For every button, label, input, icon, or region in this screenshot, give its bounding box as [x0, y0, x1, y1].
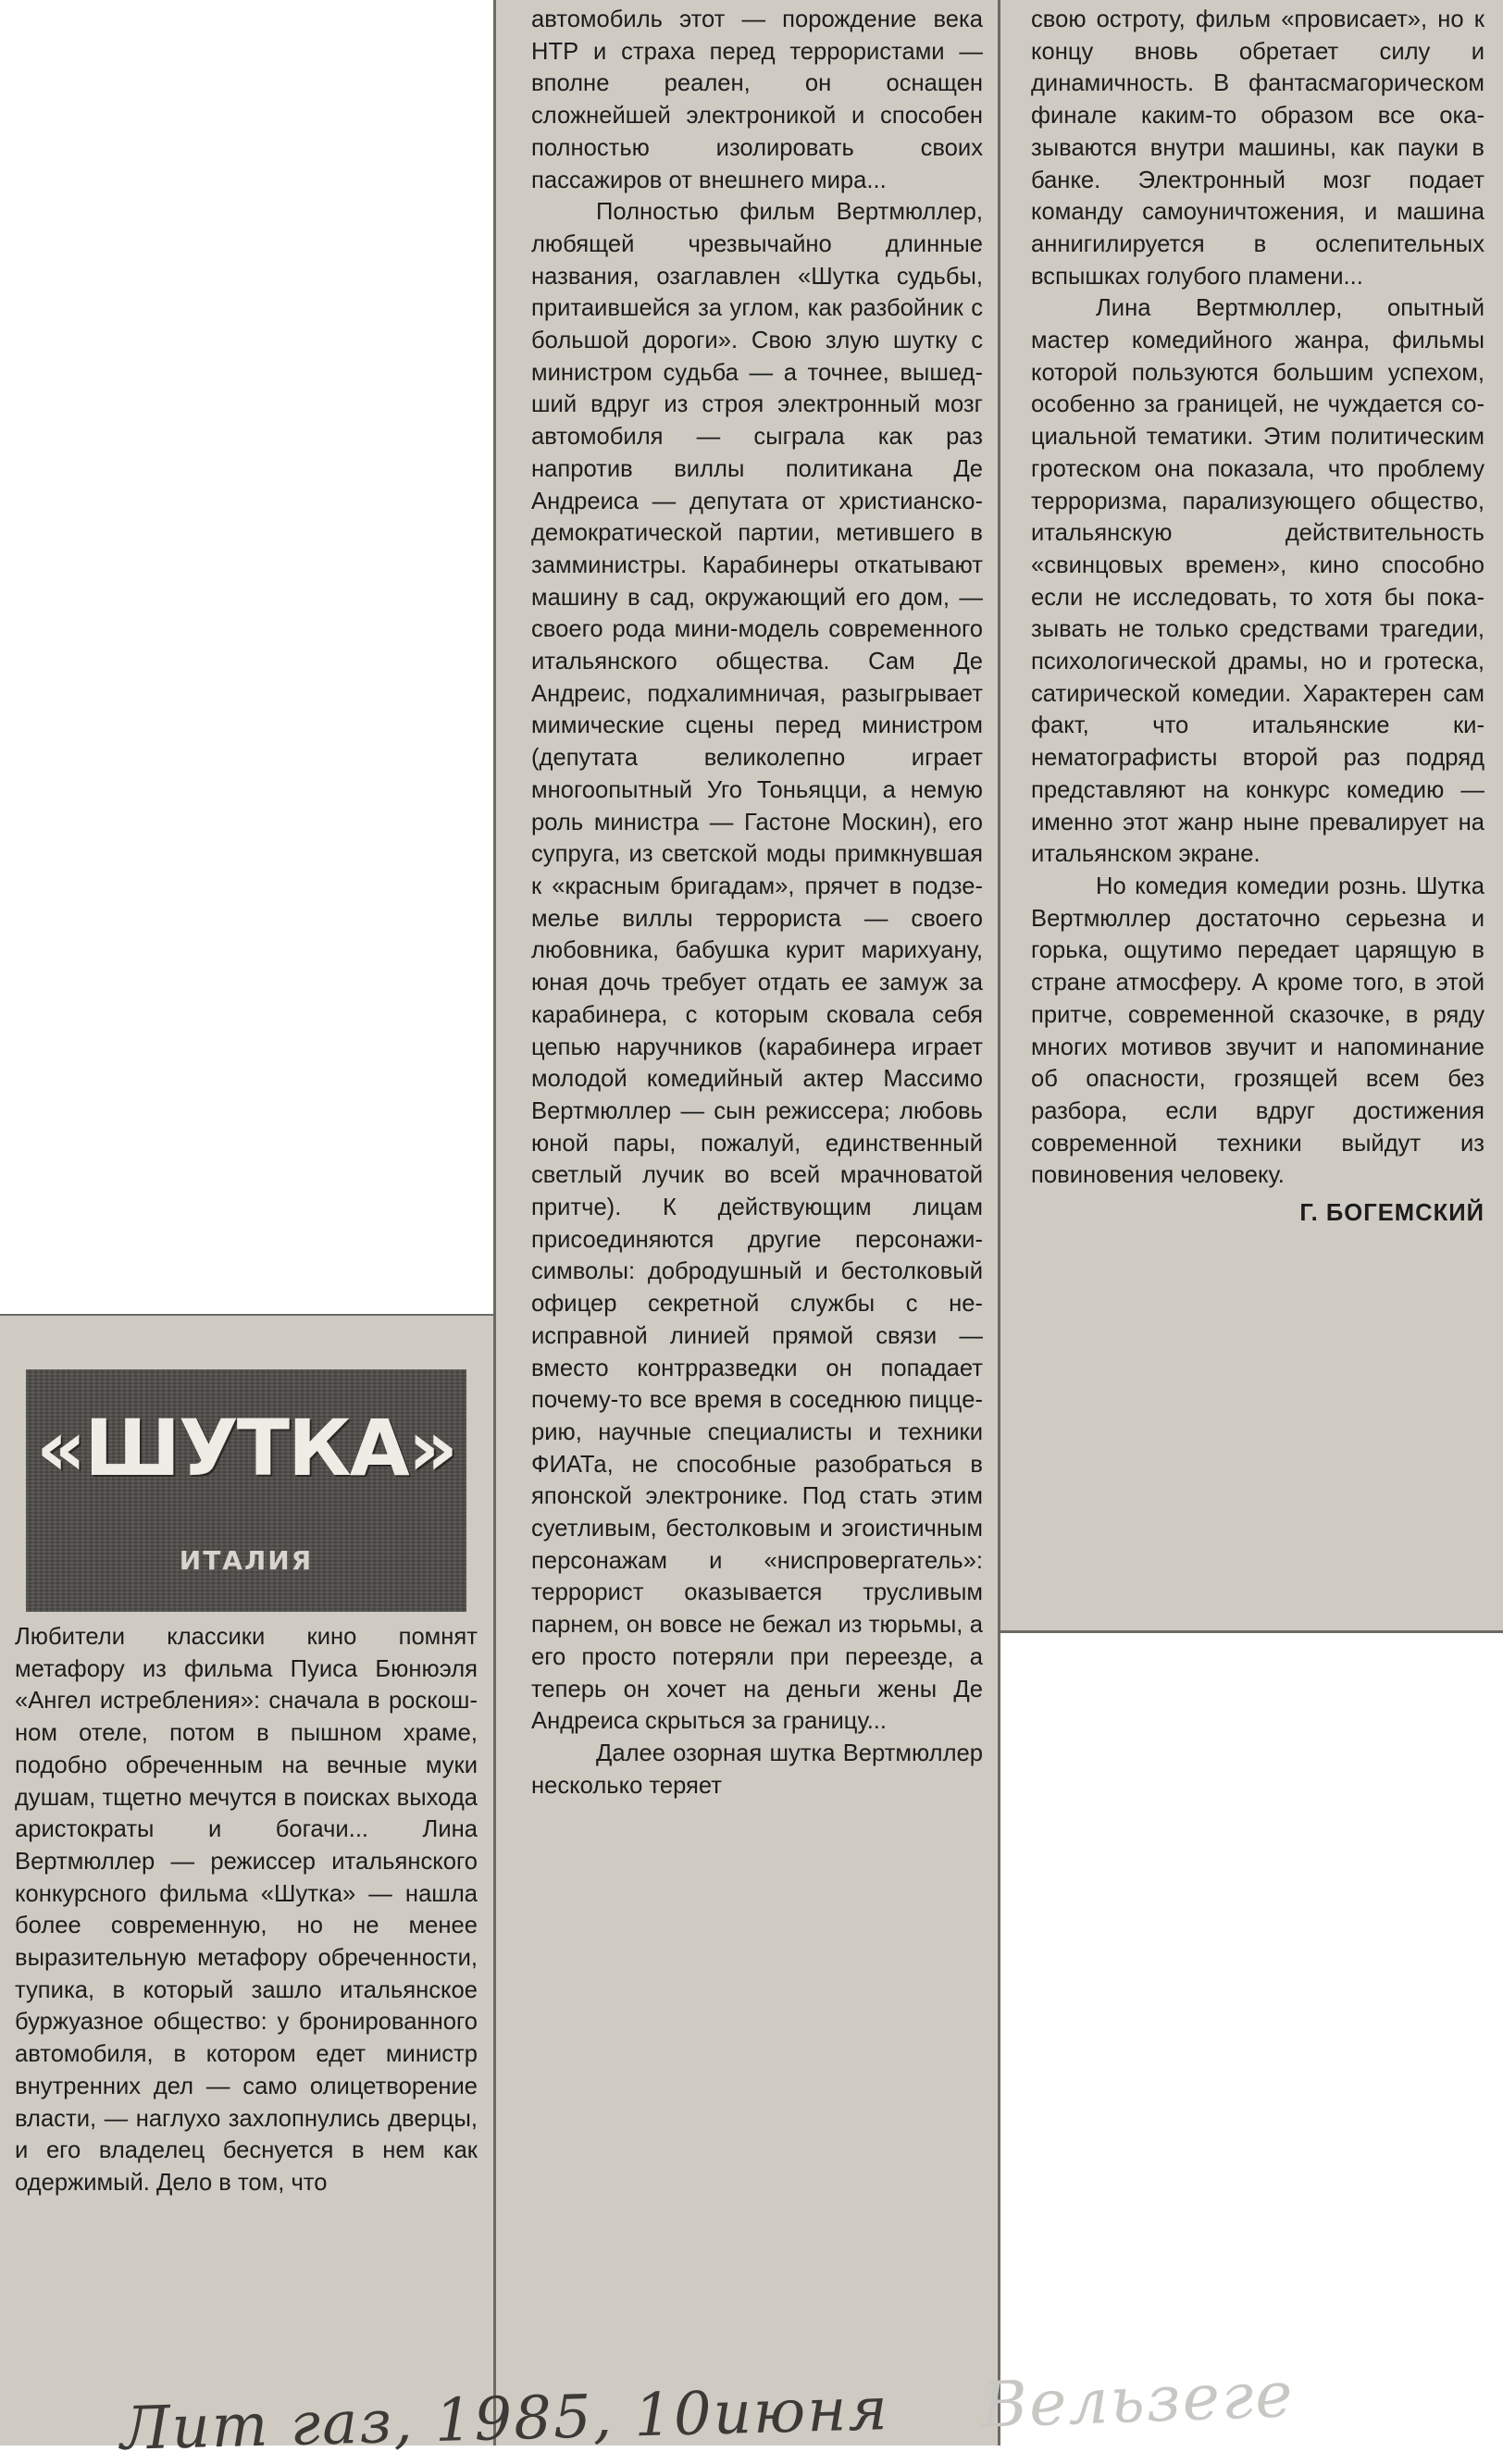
clipping-edge-right-bottom — [1000, 1630, 1503, 1633]
author-signature: Г. БОГЕМСКИЙ — [1299, 1200, 1484, 1227]
paragraph: Лина Вертмюллер, опытный мастер комедийного жанра, фильмы которой пользуются большим успехом, особенно за границей, не чуждается социальной тематики. Этим политическим гротеском она показала, что проблему терроризма, парализующего общество, итальянскую действительность «свинцовых времен», кино способно если не исследовать, то хотя бы показывать не только средствами трагедии, психологической драмы, но и гротеска, сатирической комедии. Характерен сам факт, что итальянские кинематографисты второй раз подряд представляют на конкурс комедию — именно этот жанр ныне превалирует на итальянском экране. — [1031, 295, 1484, 868]
article-title: «ШУТКА» — [35, 1403, 457, 1493]
paragraph: автомобиль этот — порождение века НТР и страха перед террористами — вполне реален, он оснащен сложнейшей электроникой и способен полностью изолировать своих пассажиров от внешнего мира... — [531, 6, 983, 193]
text-column-right — [1031, 4, 1484, 1549]
handwritten-source-note: Лит газ, 1985, 10июня — [119, 2375, 890, 2464]
article-heading-box — [26, 1369, 466, 1612]
paragraph: Полностью фильм Вертмюллер, любящей чрезвычайно длинные названия, озаглавлен «Шутка судьбы, притаившейся за углом, как разбойник с большой дороги». Свою злую шутку с министром судьба — а точнее, вышедший вдруг из строя электронный мозг автомобиля — сыграла как раз напротив виллы политикана Де Андреиса — депутата от христианско-демократической партии, метившего в замминистры. Карабинеры откатывают машину в сад, окружающий его дом, — своего рода мини-модель современного итальянского общества. Сам Де Андреис, подхалимничая, разыгрывает мимические сцены перед министром (депутата великолепно играет многоопытный Уго Тоньяцци, а немую роль министра — Гастоне Москин), его супруга, из светской моды примкнувшая к «красным бригадам», прячет в подземелье виллы террориста — своего любовника, бабушка курит марихуану, юная дочь требует отдать ее замуж за карабинера, с которым сковала себя цепью наручников (карабинера играет молодой комедийный актер Массимо Вертмюллер — сын режиссера; любовь юной пары, пожалуй, единственный светлый лучик во всей мрачноватой притче). К действующим лицам присоединяются другие персонажи-символы: добродушный и бестолковый офицер секретной службы с неисправной линией прямой связи — вместо контрразведки он попадает почему-то все время в соседнюю пиццeрию, научные специалисты и техники ФИАТа, не способные разобраться в японской электронике. Под стать этим суетливым, бестолковым и эгоистичным персонажам и «ниспровергатель»: террорист оказывается трусливым парнем, он вовсе не бежал из тюрьмы, а его просто потеряли при переезде, а теперь он хочет на деньги жены Де Андреиса скрыться за границу... — [531, 199, 983, 1735]
text-column-left — [15, 1621, 478, 2435]
text-column-middle — [531, 4, 983, 2400]
paragraph: свою остроту, фильм «провисает», но к концу вновь обретает силу и динамичность. В фантасмагорическом финале каким-то образом все оказываются внутри машины, как пауки в банке. Электронный мозг подает команду самоуничтожения, и машина аннигилируется в ослепительных вспышках голубого пламени... — [1031, 6, 1484, 290]
clipping-edge-left-top — [0, 1314, 493, 1316]
article-country: ИТАЛИЯ — [179, 1545, 314, 1576]
clipping-edge-middle-left — [493, 0, 496, 2445]
handwritten-faint-note: Вельзеге — [979, 2359, 1296, 2443]
paragraph: Далее озорная шутка Вертмюллер несколько теряет — [531, 1740, 983, 1799]
clipping-edge-middle-right — [998, 0, 1000, 2445]
paragraph: Но комедия комедии рознь. Шутка Вертмюллер достаточно серьезна и горька, ощутимо передает царящую в стране атмосферу. А кроме того, в этой притче, современной сказочке, в ряду многих мотивов звучит и напоминание об опасности, грозящей всем без разбора, если вдруг достижения современной техники выйдут из повиновения человеку. — [1031, 873, 1484, 1189]
paragraph: Любители классики кино помнят метафору из фильма Пуиса Бюнюэля «Ангел истребления»: сначала в роскошном отеле, потом в пышном храме, подобно обреченным на вечные муки душам, тщетно мечутся в поисках выхода аристократы и богачи... Лина Вертмюллер — режиссер итальянского конкурсного фильма «Шутка» — нашла более современную, но не менее выразительную метафору обреченности, тупика, в который зашло итальянское буржуазное общество: у бронированного автомобиля, в котором едет министр внутренних дел — само олицетворение власти, — наглухо захлопнулись дверцы, и его владелец беснуется в нем как одержимый. Дело в том, что — [15, 1624, 478, 2196]
